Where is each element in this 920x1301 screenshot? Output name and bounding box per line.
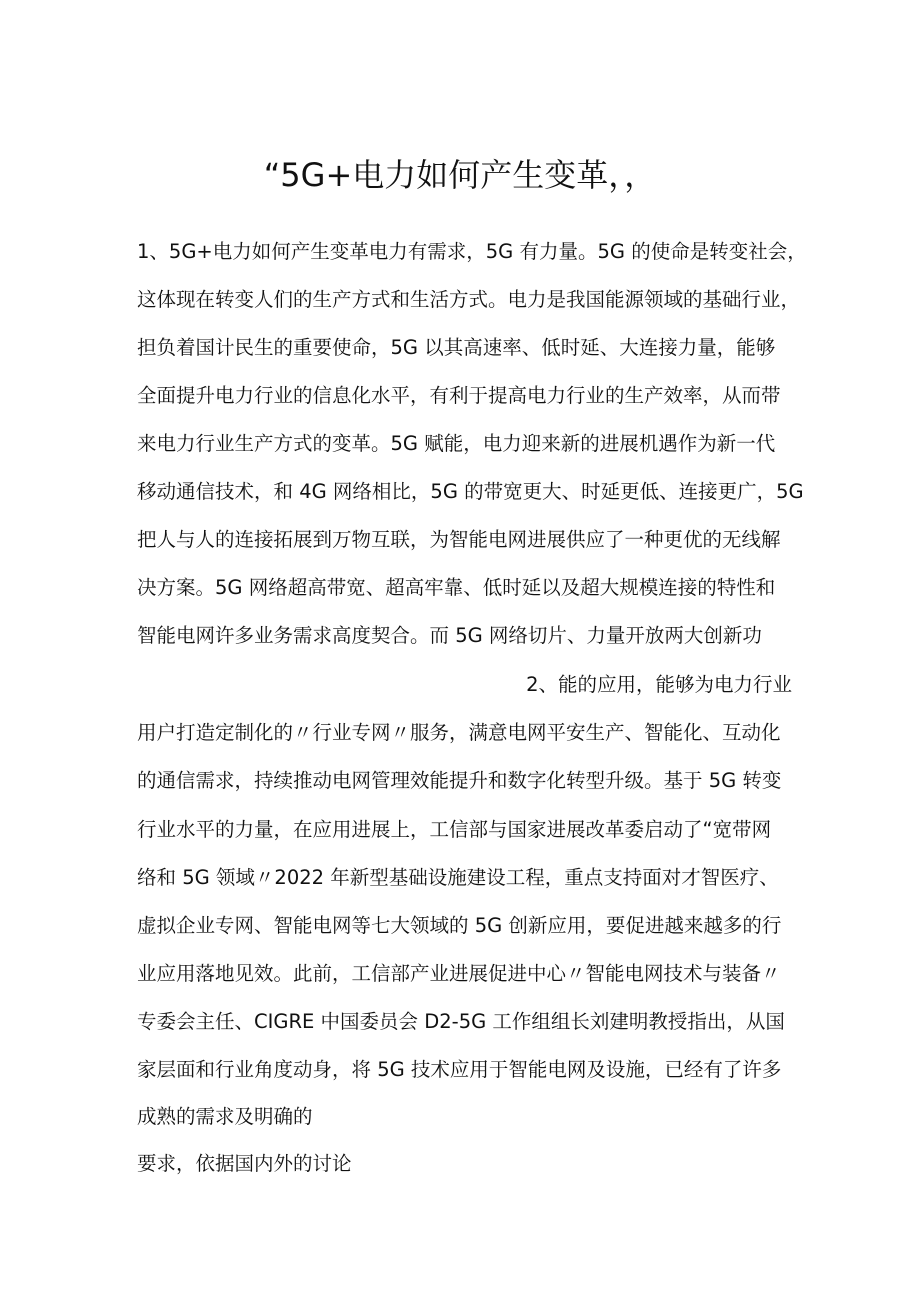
paragraph-line: 络和 5G 领域〃2022 年新型基础设施建设工程，重点支持面对才智医疗、 (137, 866, 779, 889)
paragraph-line: 业应用落地见效。此前，工信部产业进展促进中心〃智能电网技术与装备〃 (137, 962, 781, 985)
document-title: “5G+电力如何产生变革，， (263, 156, 657, 194)
paragraph-line: 用户打造定制化的〃行业专网〃服务，满意电网平安生产、智能化、互动化 (137, 721, 781, 744)
paragraph-line: 行业水平的力量，在应用进展上，工信部与国家进展改革委启动了“宽带网 (137, 818, 772, 841)
paragraph-line: 把人与人的连接拓展到万物互联，为智能电网进展供应了一种更优的无线解 (137, 528, 781, 551)
paragraph-line: 虚拟企业专网、智能电网等七大领域的 5G 创新应用，要促进越来越多的行 (137, 914, 782, 937)
paragraph-line: 智能电网许多业务需求高度契合。而 5G 网络切片、力量开放两大创新功 (137, 624, 762, 647)
paragraph-line: 这体现在转变人们的生产方式和生活方式。电力是我国能源领域的基础行业， (137, 288, 801, 311)
paragraph-line: 要求，依据国内外的讨论 (137, 1152, 352, 1175)
paragraph-line: 决方案。5G 网络超高带宽、超高牢靠、低时延以及超大规模连接的特性和 (137, 576, 776, 599)
paragraph-line: 专委会主任、CIGRE 中国委员会 D2-5G 工作组组长刘建明教授指出，从国 (137, 1010, 785, 1033)
section-heading-2: 2、能的应用，能够为电力行业 (526, 673, 792, 696)
paragraph-line: 移动通信技术，和 4G 网络相比，5G 的带宽更大、时延更低、连接更广，5G (137, 480, 804, 503)
paragraph-line: 的通信需求，持续推动电网管理效能提升和数字化转型升级。基于 5G 转变 (137, 769, 782, 792)
paragraph-line: 担负着国计民生的重要使命，5G 以其高速率、低时延、大连接力量，能够 (137, 336, 776, 359)
paragraph-line: 家层面和行业角度动身，将 5G 技术应用于智能电网及设施，已经有了许多 (137, 1058, 782, 1081)
paragraph-line: 1、5G+电力如何产生变革电力有需求，5G 有力量。5G 的使命是转变社会， (137, 240, 807, 263)
paragraph-line: 全面提升电力行业的信息化水平，有利于提高电力行业的生产效率，从而带 (137, 384, 781, 407)
paragraph-line: 来电力行业生产方式的变革。5G 赋能，电力迎来新的进展机遇作为新一代 (137, 432, 776, 455)
paragraph-line: 成熟的需求及明确的 (137, 1105, 313, 1128)
